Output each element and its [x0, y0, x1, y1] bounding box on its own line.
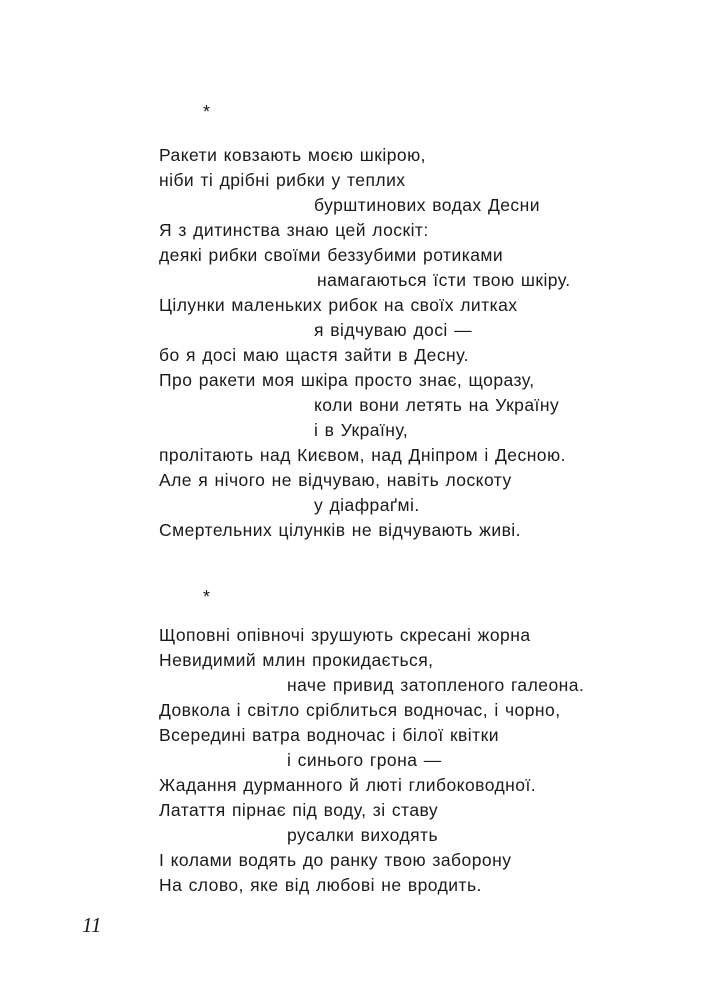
poem-line: Щоповні опівночі зрушують скресані жорна: [159, 625, 531, 645]
poem-line: бо я досі маю щастя зайти в Десну.: [159, 345, 469, 365]
poem-line: Всередині ватра водночас і білої квітки: [159, 725, 499, 745]
poem-line: пролітають над Києвом, над Дніпром і Десною.: [159, 445, 566, 465]
poem-line: бурштинових водах Десни: [314, 195, 540, 215]
poem-line: Невидимий млин прокидається,: [159, 650, 434, 670]
poem-line: Я з дитинства знаю цей лоскіт:: [159, 220, 429, 240]
poem-line: у діафраґмі.: [314, 495, 420, 515]
poem-line: На слово, яке від любові не вродить.: [159, 875, 482, 895]
poem-line: деякі рибки своїми беззубими ротиками: [159, 245, 504, 265]
poem-line: Латаття пірнає під воду, зі ставу: [159, 800, 439, 820]
poem-line: наче привид затопленого галеона.: [287, 675, 585, 695]
poem-line: ніби ті дрібні рибки у теплих: [159, 170, 406, 190]
poem-line: я відчуваю досі —: [314, 320, 473, 340]
poem-line: намагаються їсти твою шкіру.: [317, 270, 571, 290]
poem-line: русалки виходять: [287, 825, 439, 845]
poem-line: і в Україну,: [314, 420, 409, 440]
section-marker-1: *: [203, 102, 211, 122]
poem-line: коли вони летять на Україну: [314, 395, 560, 415]
poem-line: І колами водять до ранку твою заборону: [159, 850, 512, 870]
poem-line: і синього грона —: [287, 750, 442, 770]
section-marker-2: *: [203, 587, 211, 607]
poem-line: Але я нічого не відчуваю, навіть лоскоту: [159, 470, 512, 490]
page-number: 11: [82, 913, 102, 937]
poem-line: Смертельних цілунків не відчувають живі.: [159, 520, 521, 540]
poem-line: Цілунки маленьких рибок на своїх литках: [159, 295, 518, 315]
poem-line: Про ракети моя шкіра просто знає, щоразу,: [159, 370, 535, 390]
poem-line: Довкола і світло сріблиться водночас, і чорно,: [159, 700, 561, 720]
poem-line: Жадання дурманного й люті глибоководної.: [159, 775, 537, 795]
poem-line: Ракети ковзають моєю шкірою,: [159, 145, 426, 165]
